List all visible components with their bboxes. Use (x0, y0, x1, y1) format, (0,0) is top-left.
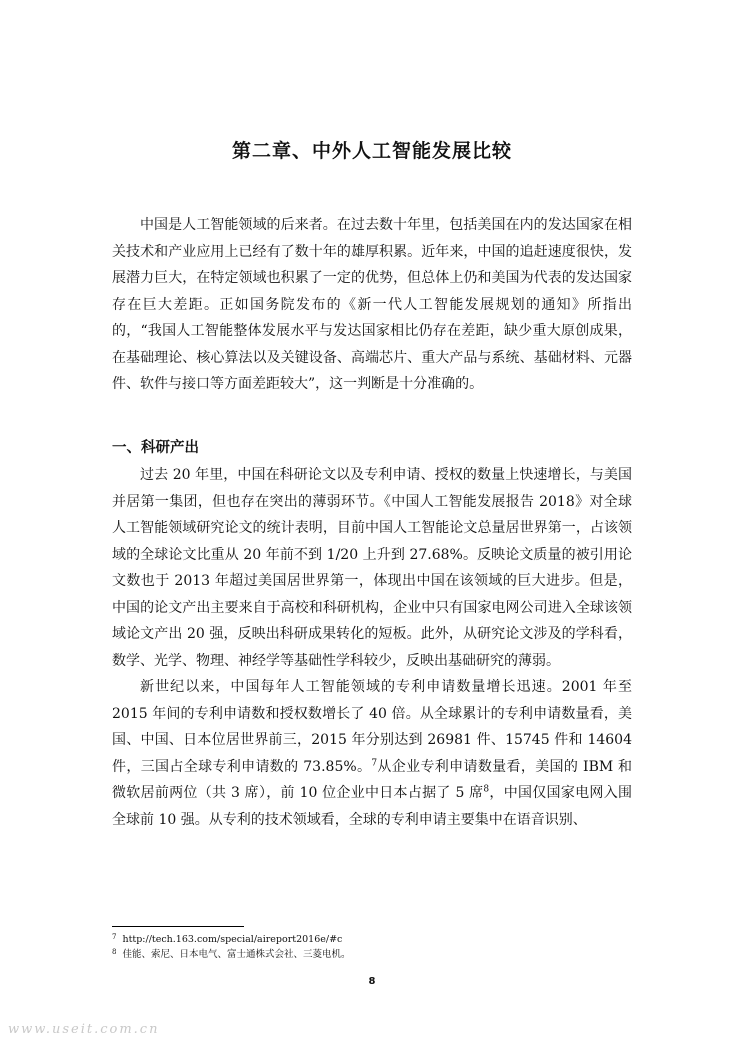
watermark: www.useit.com.cn (8, 1022, 160, 1037)
intro-section (112, 212, 632, 398)
footnote-link[interactable]: http://tech.163.com/special/aireport2016e/#c (122, 934, 343, 945)
footnote-8 (112, 947, 632, 962)
footnotes (112, 932, 632, 962)
intro-paragraph: 中国是人工智能领域的后来者。在过去数十年里，包括美国在内的发达国家在相关技术和产业应用上已经有了数十年的雄厚积累。近年来，中国的追赶速度很快，发展潜力巨大，在特定领域也积累了一定的优势，但总体上仍和美国为代表的发达国家存在巨大差距。正如国务院发布的《新一代人工智能发展规划的通知》所指出的，“我国人工智能整体发展水平与发达国家相比仍存在差距，缺少重大原创成果，在基础理论、核心算法以及关键设备、高端芯片、重大产品与系统、基础材料、元器件、软件与接口等方面差距较大”，这一判断是十分准确的。 (112, 217, 632, 392)
section-paragraph-1: 过去 20 年里，中国在科研论文以及专利申请、授权的数量上快速增长，与美国并居第一集团，但也存在突出的薄弱环节。《中国人工智能发展报告 2018》对全球人工智能领域研究论文的统计表明，目前中国人工智能论文总量居世界第一，占该领域的全球论文比重从 20 年前不到 1/20 上升到 27.68%。反映论文质量的被引用论文数也于 2013 年超过美国居世界第一，体现出中国在该领域的巨大进步。但是，中国的论文产出主要来自于高校和科研机构，企业中只有国家电网公司进入全球该领域论文产出 20 强，反映出科研成果转化的短板。此外，从研究论文涉及的学科看，数学、光学、物理、神经学等基础性学科较少，反映出基础研究的薄弱。 (112, 467, 632, 669)
chapter-title: 第二章、中外人工智能发展比较 (231, 140, 512, 162)
para2-text-a: 新世纪以来，中国每年人工智能领域的专利申请数量增长迅速。2001 年至 2015 年间的专利申请数和授权数增长了 40 倍。从全球累计的专利申请数量看，美国、中国、日本位居世界前三，2015 年分别达到 26981 件、15745 件和 14604 件，三国占全球专利申请数的 73.85%。 (112, 679, 632, 775)
section-heading: 一、科研产出 (112, 440, 199, 456)
para2-text-c: ，中国仅国家电网入围全球前 10 强。从专利的技术领域看，全球的专利申请主要集中在语音识别、 (112, 785, 632, 828)
footnote-divider (112, 926, 244, 927)
para2-text-b: 从企业专利申请数量看，美国的 IBM 和微软居前两位（共 3 席），前 10 位企业中日本占据了 5 席 (112, 758, 632, 801)
footnote-7 (112, 932, 632, 947)
page-number: 8 (368, 976, 376, 987)
footnote-text: 佳能、索尼、日本电气、富士通株式会社、三菱电机。 (122, 949, 351, 960)
footnote-ref-8: 8 (483, 784, 490, 795)
section-body (112, 462, 632, 833)
footnote-number: 8 (112, 948, 117, 956)
footnote-ref-7: 7 (371, 757, 378, 768)
footnote-number: 7 (112, 933, 117, 941)
section-paragraph-2 (112, 674, 632, 833)
